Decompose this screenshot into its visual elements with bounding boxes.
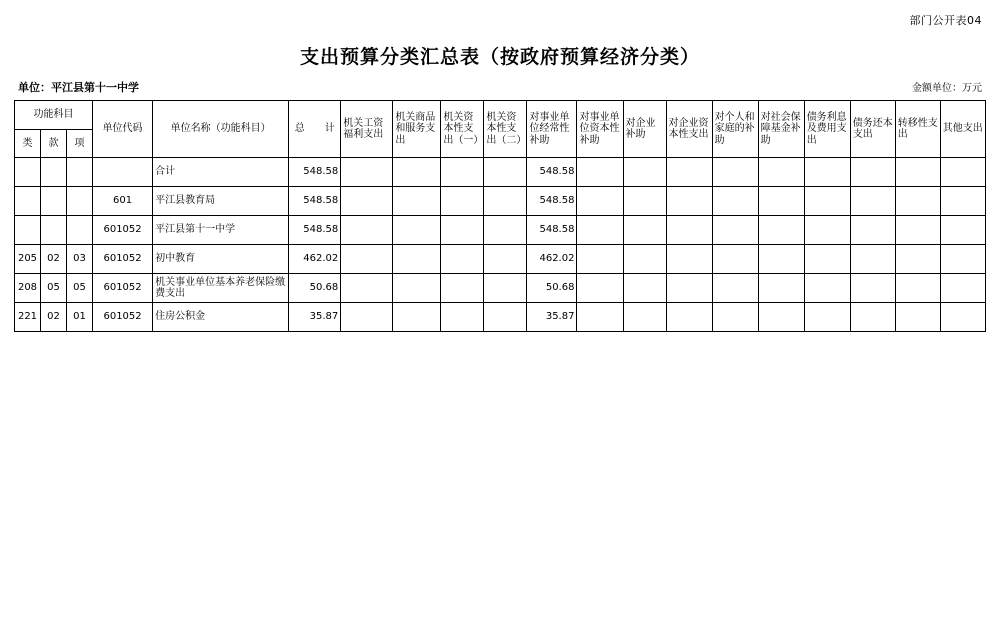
table-body <box>15 158 986 332</box>
cell-c14 <box>940 187 985 216</box>
cell-c9 <box>712 245 758 274</box>
cell-unit-name: 机关事业单位基本养老保险缴费支出 <box>153 274 289 303</box>
cell-c11 <box>804 187 850 216</box>
cell-class <box>15 216 41 245</box>
cell-class: 208 <box>15 274 41 303</box>
cell-c3 <box>441 274 484 303</box>
cell-c2 <box>393 158 441 187</box>
cell-c13 <box>895 245 940 274</box>
header-item: 项 <box>67 129 93 158</box>
cell-c10 <box>758 158 804 187</box>
cell-c6 <box>577 303 623 332</box>
form-code: 部门公开表04 <box>909 14 982 27</box>
cell-c13 <box>895 187 940 216</box>
cell-total: 548.58 <box>289 158 341 187</box>
cell-c10 <box>758 274 804 303</box>
cell-item: 05 <box>67 274 93 303</box>
header-agency-salary-welfare: 机关工资福利支出 <box>341 101 393 158</box>
cell-c2 <box>393 216 441 245</box>
table-row <box>15 216 986 245</box>
cell-c12 <box>850 303 895 332</box>
cell-c4 <box>484 274 527 303</box>
page-title: 支出预算分类汇总表（按政府预算经济分类） <box>299 46 700 68</box>
cell-c13 <box>895 158 940 187</box>
cell-c11 <box>804 303 850 332</box>
cell-c2 <box>393 303 441 332</box>
cell-c3 <box>441 216 484 245</box>
cell-c6 <box>577 216 623 245</box>
table-row <box>15 274 986 303</box>
cell-c1 <box>341 216 393 245</box>
cell-c7 <box>623 274 666 303</box>
cell-unit-code: 601 <box>93 187 153 216</box>
cell-section <box>41 187 67 216</box>
cell-c3 <box>441 245 484 274</box>
cell-section: 02 <box>41 245 67 274</box>
unit-name-label: 单位：平江县第十一中学 <box>18 81 139 94</box>
header-row-group <box>15 101 986 130</box>
header-class: 类 <box>15 129 41 158</box>
cell-c1 <box>341 245 393 274</box>
table-row <box>15 187 986 216</box>
header-total: 总 计 <box>289 101 341 158</box>
cell-c5: 462.02 <box>527 245 577 274</box>
cell-class: 221 <box>15 303 41 332</box>
cell-c11 <box>804 216 850 245</box>
header-enterprise-subsidy: 对企业补助 <box>623 101 666 158</box>
cell-total: 35.87 <box>289 303 341 332</box>
cell-c2 <box>393 245 441 274</box>
cell-c11 <box>804 245 850 274</box>
cell-c9 <box>712 216 758 245</box>
cell-c9 <box>712 187 758 216</box>
cell-c13 <box>895 216 940 245</box>
cell-c8 <box>666 245 712 274</box>
cell-c12 <box>850 216 895 245</box>
header-section: 款 <box>41 129 67 158</box>
cell-c2 <box>393 274 441 303</box>
cell-c3 <box>441 158 484 187</box>
cell-c7 <box>623 303 666 332</box>
cell-c8 <box>666 187 712 216</box>
header-institution-recurrent-subsidy: 对事业单位经常性补助 <box>527 101 577 158</box>
cell-c10 <box>758 245 804 274</box>
header-debt-principal: 债务还本支出 <box>850 101 895 158</box>
cell-c3 <box>441 303 484 332</box>
cell-item: 03 <box>67 245 93 274</box>
header-group-functional-subject: 功能科目 <box>15 101 93 130</box>
budget-table <box>14 100 986 332</box>
cell-section <box>41 216 67 245</box>
cell-unit-code: 601052 <box>93 274 153 303</box>
cell-c10 <box>758 187 804 216</box>
cell-c6 <box>577 245 623 274</box>
cell-unit-code: 601052 <box>93 245 153 274</box>
cell-c4 <box>484 303 527 332</box>
cell-c11 <box>804 274 850 303</box>
cell-section: 05 <box>41 274 67 303</box>
cell-unit-name: 初中教育 <box>153 245 289 274</box>
header-institution-capital-subsidy: 对事业单位资本性补助 <box>577 101 623 158</box>
header-transfer-expenditure: 转移性支出 <box>895 101 940 158</box>
cell-class <box>15 187 41 216</box>
header-individual-family-subsidy: 对个人和家庭的补助 <box>712 101 758 158</box>
table-row <box>15 303 986 332</box>
cell-c14 <box>940 274 985 303</box>
amount-unit-label: 金额单位：万元 <box>912 83 982 94</box>
cell-unit-name: 平江县教育局 <box>153 187 289 216</box>
cell-item <box>67 187 93 216</box>
cell-total: 548.58 <box>289 187 341 216</box>
cell-unit-code <box>93 158 153 187</box>
cell-c6 <box>577 274 623 303</box>
cell-c12 <box>850 245 895 274</box>
cell-c8 <box>666 216 712 245</box>
table-row <box>15 245 986 274</box>
cell-c1 <box>341 158 393 187</box>
table-row <box>15 158 986 187</box>
cell-c12 <box>850 187 895 216</box>
cell-class <box>15 158 41 187</box>
cell-c1 <box>341 303 393 332</box>
cell-c14 <box>940 216 985 245</box>
cell-c4 <box>484 216 527 245</box>
header-unit-name: 单位名称（功能科目） <box>153 101 289 158</box>
cell-c5: 35.87 <box>527 303 577 332</box>
cell-c8 <box>666 303 712 332</box>
cell-total: 50.68 <box>289 274 341 303</box>
cell-c9 <box>712 274 758 303</box>
cell-class: 205 <box>15 245 41 274</box>
cell-c4 <box>484 245 527 274</box>
header-other-expenditure: 其他支出 <box>940 101 985 158</box>
cell-c3 <box>441 187 484 216</box>
cell-c4 <box>484 158 527 187</box>
header-unit-code: 单位代码 <box>93 101 153 158</box>
cell-c8 <box>666 274 712 303</box>
cell-c7 <box>623 158 666 187</box>
cell-unit-name: 平江县第十一中学 <box>153 216 289 245</box>
header-agency-goods-services: 机关商品和服务支出 <box>393 101 441 158</box>
cell-c11 <box>804 158 850 187</box>
cell-c4 <box>484 187 527 216</box>
cell-c10 <box>758 216 804 245</box>
cell-c12 <box>850 274 895 303</box>
cell-c2 <box>393 187 441 216</box>
cell-item <box>67 158 93 187</box>
cell-section <box>41 158 67 187</box>
header-debt-interest-fees: 债务利息及费用支出 <box>804 101 850 158</box>
header-agency-capital-1: 机关资本性支出（一） <box>441 101 484 158</box>
cell-unit-code: 601052 <box>93 303 153 332</box>
cell-unit-name: 合计 <box>153 158 289 187</box>
cell-c8 <box>666 158 712 187</box>
cell-item: 01 <box>67 303 93 332</box>
cell-total: 548.58 <box>289 216 341 245</box>
header-social-security-fund-subsidy: 对社会保障基金补助 <box>758 101 804 158</box>
cell-c13 <box>895 303 940 332</box>
cell-unit-name: 住房公积金 <box>153 303 289 332</box>
cell-section: 02 <box>41 303 67 332</box>
cell-c6 <box>577 158 623 187</box>
cell-unit-code: 601052 <box>93 216 153 245</box>
cell-c14 <box>940 158 985 187</box>
cell-total: 462.02 <box>289 245 341 274</box>
cell-c7 <box>623 187 666 216</box>
cell-c9 <box>712 158 758 187</box>
cell-c5: 50.68 <box>527 274 577 303</box>
cell-c12 <box>850 158 895 187</box>
table-header <box>15 101 986 158</box>
cell-c1 <box>341 187 393 216</box>
cell-c7 <box>623 245 666 274</box>
cell-c1 <box>341 274 393 303</box>
cell-c13 <box>895 274 940 303</box>
cell-c14 <box>940 245 985 274</box>
cell-c10 <box>758 303 804 332</box>
cell-c6 <box>577 187 623 216</box>
header-agency-capital-2: 机关资本性支出（二） <box>484 101 527 158</box>
cell-c7 <box>623 216 666 245</box>
cell-c5: 548.58 <box>527 158 577 187</box>
cell-c14 <box>940 303 985 332</box>
cell-c5: 548.58 <box>527 216 577 245</box>
cell-c5: 548.58 <box>527 187 577 216</box>
cell-item <box>67 216 93 245</box>
cell-c9 <box>712 303 758 332</box>
header-enterprise-capital: 对企业资本性支出 <box>666 101 712 158</box>
